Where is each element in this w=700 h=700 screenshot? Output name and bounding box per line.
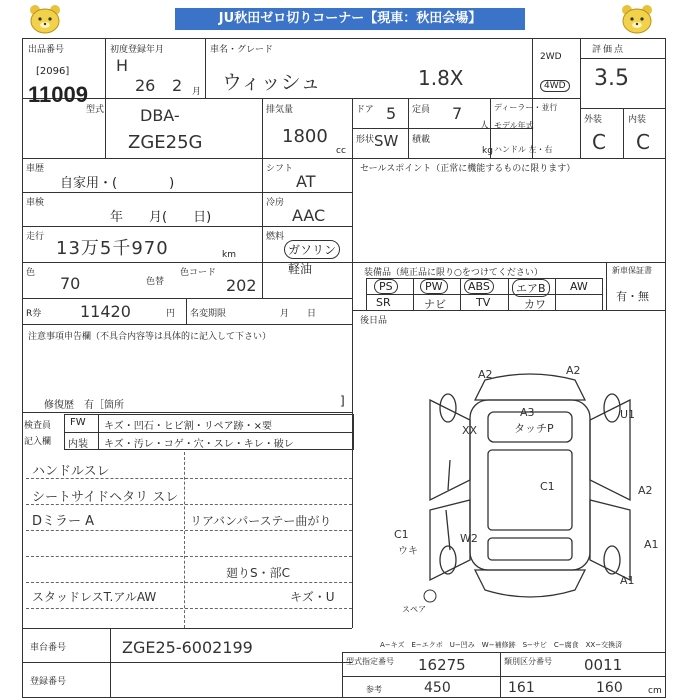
model-year-label: モデル年式	[494, 121, 534, 130]
equip-leather: カワ	[524, 298, 546, 311]
warranty-value: 有・無	[616, 290, 649, 303]
color-no-label: 色替	[146, 277, 165, 287]
shift-value: AT	[296, 172, 316, 191]
equip-sr: SR	[376, 296, 391, 309]
repair-label: 修復歴 有［箇所	[44, 400, 124, 411]
mileage-value: 13万5千970	[56, 238, 169, 259]
height-value: 161	[508, 680, 535, 696]
chassis-label: 車台番号	[30, 643, 67, 653]
sales-point-label: セールスポイント（正常に機能するものに限ります）	[360, 164, 576, 174]
fuel-label: 燃料	[266, 232, 285, 242]
dims-unit: cm	[648, 686, 662, 696]
damage-a1-rear: A1	[620, 574, 635, 587]
model-code: ZGE25G	[128, 132, 203, 153]
door-label: ドア	[356, 105, 374, 115]
check-items: キズ・凹石・ヒビ割・リペア跡・×要	[104, 421, 272, 432]
month-unit: 月	[192, 87, 202, 97]
note-line-7: スタッドレスT.アルAW	[32, 590, 157, 604]
entry-label: 記入欄	[24, 437, 52, 447]
int-label: 内装	[628, 115, 647, 125]
color-code: 202	[226, 276, 257, 295]
damage-touchp: タッチP	[514, 422, 554, 435]
ac-value: AAC	[292, 206, 326, 225]
spare-label: スペア	[402, 605, 426, 614]
inspection-value: 年 月( 日)	[110, 210, 212, 225]
note-line-6: キズ・U	[290, 590, 335, 604]
disp-value: 1800	[282, 126, 328, 147]
disp-unit: cc	[336, 146, 346, 156]
name-label: 車名・グレード	[210, 45, 274, 55]
damage-a2-front-right: A2	[566, 364, 581, 377]
note-line-3: Dミラー A	[32, 514, 95, 529]
equip-airbag: エアB	[512, 279, 550, 297]
page-title: JU秋田ゼロ切りコーナー【現車：秋田会場】	[175, 8, 525, 30]
lot-number: 11009	[28, 82, 88, 107]
class-label: 類別区分番号	[504, 657, 552, 666]
damage-legend: A−キズ E−エクボ U−凹み W−補修跡 S−サビ C−腐食 XX−交換済	[380, 641, 623, 649]
damage-u1: U1	[620, 408, 636, 421]
door-value: 5	[386, 104, 397, 123]
score-value: 3.5	[594, 66, 629, 91]
color-code-label: 色コード	[180, 268, 217, 278]
history-value: 自家用・( )	[60, 176, 175, 191]
dealer-label: ディーラー・並行	[494, 103, 558, 112]
color-value: 70	[60, 274, 81, 293]
mileage-label: 走行	[26, 232, 45, 242]
damage-a3: A3	[520, 406, 535, 419]
bear-mascot-icon	[620, 4, 654, 34]
bear-mascot-icon	[28, 4, 62, 34]
type-cert-label: 型式指定番号	[346, 657, 394, 666]
model-prefix: DBA-	[140, 106, 180, 125]
fuel-diesel: 軽油	[288, 262, 313, 276]
ext-label: 外装	[584, 115, 603, 125]
car-name: ウィッシュ	[222, 70, 321, 94]
color-label: 色	[26, 268, 36, 278]
equipment-label: 装備品（純正品に限り○をつけてください）	[364, 268, 543, 278]
recycle-unit: 円	[166, 309, 176, 319]
damage-w2: W2	[460, 532, 478, 545]
entry-items: キズ・汚レ・コゲ・穴・スレ・キレ・破レ	[104, 439, 294, 450]
fuel-gas: ガソリン	[284, 240, 340, 259]
check-fw: FW	[70, 417, 86, 428]
equip-aw: AW	[570, 280, 588, 293]
damage-xx: XX	[462, 424, 478, 437]
note-line-4: リアバンパーステー曲がり	[190, 514, 332, 528]
equip-pw: PW	[420, 279, 448, 294]
body-value: SW	[374, 132, 399, 150]
history-label: 車歴	[26, 164, 45, 174]
damage-a1-right: A1	[644, 538, 659, 551]
lot-label: 出品番号	[28, 45, 65, 55]
inspection-label: 車検	[26, 198, 45, 208]
equip-tv: TV	[476, 296, 491, 309]
name-change-label: 名変期限	[190, 309, 227, 319]
lot-sub: [2096]	[36, 66, 70, 77]
drive-2wd: 2WD	[540, 52, 562, 62]
drive-4wd: 4WD	[540, 80, 570, 92]
entry-int: 内装	[68, 439, 88, 450]
recycle-value: 11420	[80, 302, 131, 321]
dims-label: 参考	[366, 685, 382, 694]
type-cert-value: 16275	[418, 656, 466, 674]
damage-uki: ウキ	[398, 546, 418, 557]
note-line-2: シートサイドヘタリ スレ	[32, 490, 179, 505]
year-value: 26	[135, 76, 156, 95]
grade-value: 1.8X	[418, 66, 464, 90]
mileage-unit: km	[222, 250, 236, 260]
equip-navi: ナビ	[424, 298, 446, 311]
era-value: H	[116, 56, 129, 75]
seat-value: 7	[452, 104, 463, 123]
disp-label: 排気量	[266, 105, 294, 115]
notes-label: 注意事項申告欄（不具合内容等は具体的に記入して下さい）	[28, 332, 272, 342]
name-change-value: 月 日	[280, 309, 317, 319]
load-label: 積載	[412, 135, 431, 145]
note-line-1: ハンドルスレ	[32, 464, 110, 479]
equip-abs: ABS	[464, 279, 494, 294]
month-value: 2	[172, 76, 183, 95]
handle-label: ハンドル 左・右	[494, 145, 553, 154]
first-reg-label: 初度登録年月	[110, 45, 165, 55]
body-label: 形状	[356, 135, 375, 145]
damage-c1-center: C1	[540, 480, 555, 493]
new-warranty-label: 新車保証書	[612, 266, 652, 275]
header	[0, 0, 700, 38]
recycle-label: R券	[26, 309, 42, 319]
seat-label: 定員	[412, 105, 431, 115]
length-value: 450	[424, 680, 451, 696]
registration-label: 登録番号	[30, 677, 67, 687]
damage-a2-front-left: A2	[478, 368, 493, 381]
rear-seat-label: 後日品	[360, 316, 388, 326]
damage-a2-side: A2	[638, 484, 653, 497]
ext-score: C	[592, 130, 606, 154]
int-score: C	[636, 130, 650, 154]
check-label: 検査員	[24, 421, 52, 431]
seat-unit: 人	[480, 121, 490, 131]
equip-ps: PS	[374, 279, 398, 294]
load-unit: kg	[482, 146, 493, 156]
shift-label: シフト	[266, 164, 294, 174]
width-value: 160	[596, 680, 623, 696]
damage-c1-left: C1	[394, 528, 409, 541]
class-value: 0011	[584, 656, 623, 674]
chassis-value: ZGE25-6002199	[122, 638, 253, 657]
score-label: 評価点	[592, 45, 626, 55]
note-line-5: 廻りS・部C	[226, 566, 290, 580]
model-label: 型式	[86, 105, 105, 115]
ac-label: 冷房	[266, 198, 285, 208]
